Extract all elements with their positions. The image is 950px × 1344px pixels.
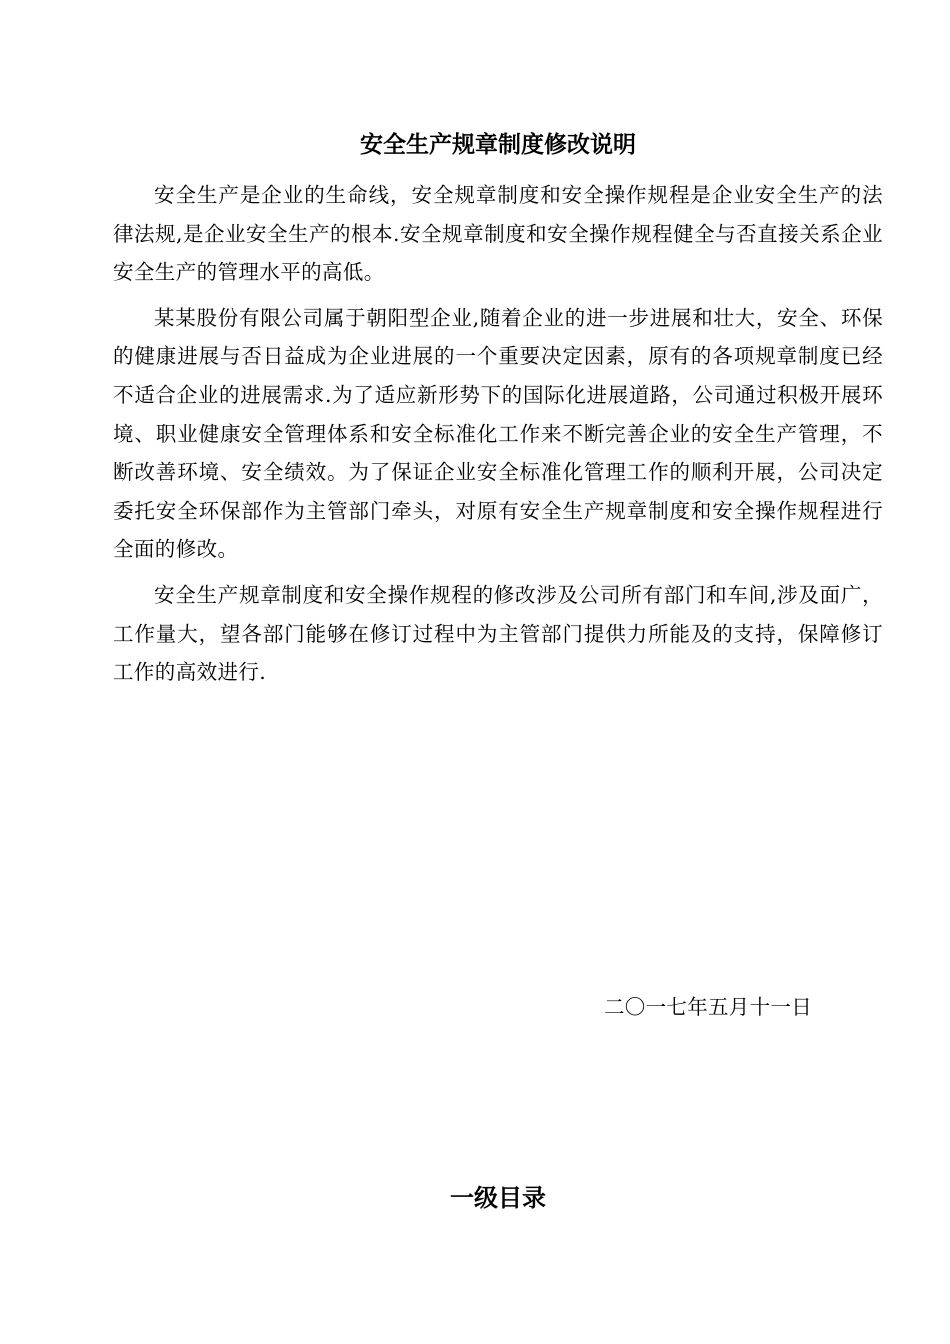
paragraph-2: 某某股份有限公司属于朝阳型企业,随着企业的进一步进展和壮大，安全、环保的健康进展与否日益成为企业进展的一个重要决定因素，原有的各项规章制度已经不适合企业的进展需求.为了适应新形势下的国际化进展道路，公司通过积极开展环境、职业健康安全管理体系和安全标准化工作来不断完善企业的安全生产管理，不断改善环境、安全绩效。为了保证企业安全标准化管理工作的顺利开展，公司决定委托安全环保部作为主管部门牵头，对原有安全生产规章制度和安全操作规程进行全面的修改。 [113,305,883,562]
paragraph-1: 安全生产是企业的生命线，安全规章制度和安全操作规程是企业安全生产的法律法规,是企业安全生产的根本.安全规章制度和安全操作规程健全与否直接关系企业安全生产的管理水平的高低。 [113,183,883,285]
paragraph-3: 安全生产规章制度和安全操作规程的修改涉及公司所有部门和车间,涉及面广，工作量大，望各部门能够在修订过程中为主管部门提供力所能及的支持，保障修订工作的高效进行. [113,582,883,685]
document-title: 安全生产规章制度修改说明 [360,131,636,158]
document-body [113,176,883,699]
document-date: 二〇一七年五月十一日 [604,995,812,1019]
toc-heading: 一级目录 [450,1183,546,1212]
